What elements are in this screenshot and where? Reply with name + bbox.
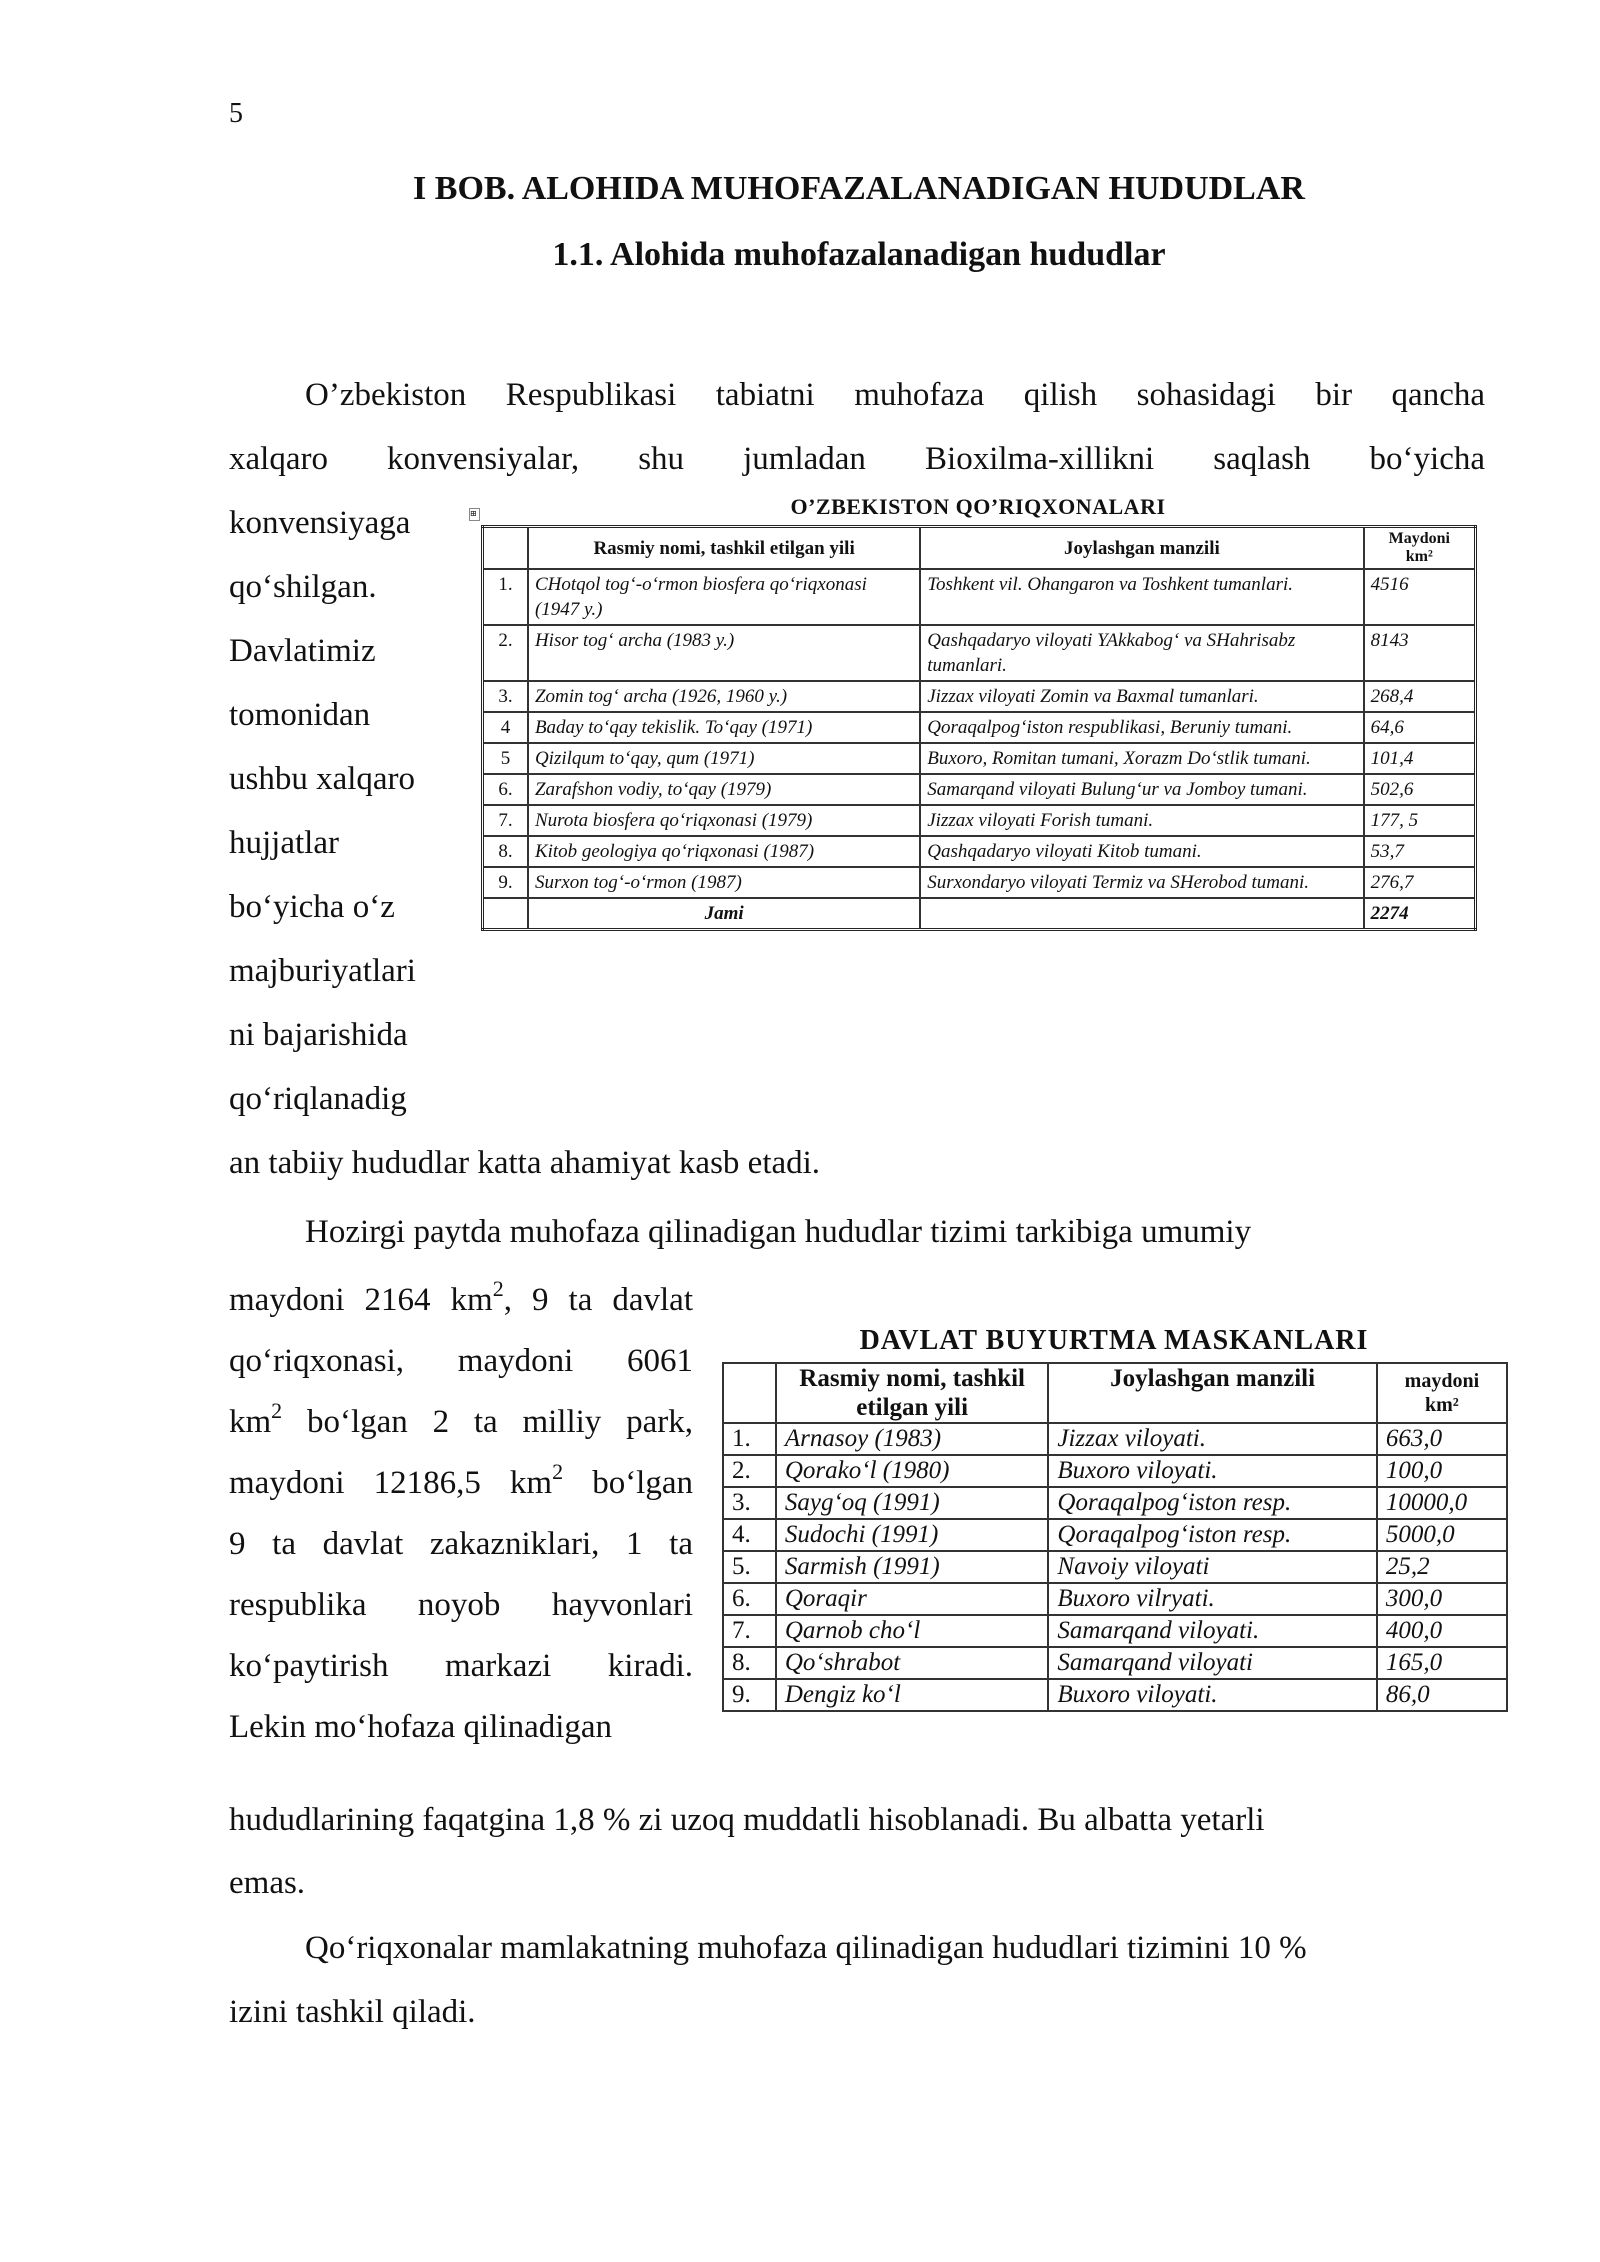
table1-header-location: Joylashgan manzili bbox=[920, 527, 1363, 570]
table1-cell-area: 8143 bbox=[1364, 625, 1476, 681]
para3-line1: Qo‘riqxonalar mamlakatning muhofaza qilinadigan hududlari tizimini 10 % bbox=[305, 1930, 1307, 1966]
para2-side-line: qo‘riqxonasi, maydoni 6061 bbox=[229, 1343, 693, 1379]
table1-cell-location: Jizzax viloyati Forish tumani. bbox=[920, 805, 1363, 836]
para1-side-line: bo‘yicha o‘z bbox=[229, 889, 395, 925]
table-row bbox=[483, 681, 1476, 712]
para2-line1: Hozirgi paytda muhofaza qilinadigan hududlar tizimi tarkibiga umumiy bbox=[305, 1214, 1252, 1250]
table2-cell-name: Sayg‘oq (1991) bbox=[776, 1487, 1049, 1519]
para2-side-line: maydoni 12186,5 $km^2$ bo‘lgan bbox=[229, 1459, 693, 1501]
table1-cell-n: 2. bbox=[483, 625, 528, 681]
table2-cell-location: Samarqand viloyati bbox=[1048, 1647, 1376, 1679]
table2-cell-name: Sudochi (1991) bbox=[776, 1519, 1049, 1551]
table-row bbox=[483, 774, 1476, 805]
table1-cell-location: Qoraqalpog‘iston respublikasi, Beruniy tumani. bbox=[920, 712, 1363, 743]
table1-total-empty bbox=[920, 898, 1363, 930]
table1-cell-name: Zomin tog‘ archa (1926, 1960 y.) bbox=[528, 681, 920, 712]
table2-header-area: maydoni km² bbox=[1377, 1363, 1507, 1423]
table1-cell-name: CHotqol tog‘-o‘rmon biosfera qo‘riqxonasi (1947 y.) bbox=[528, 569, 920, 625]
table1-cell-name: Baday to‘qay tekislik. To‘qay (1971) bbox=[528, 712, 920, 743]
table2-cell-area: 5000,0 bbox=[1377, 1519, 1507, 1551]
table2-cell-location: Buxoro vilryati. bbox=[1048, 1583, 1376, 1615]
table-row bbox=[723, 1615, 1507, 1647]
para2-line-last: emas. bbox=[229, 1865, 306, 1901]
table2-cell-location: Buxoro viloyati. bbox=[1048, 1679, 1376, 1711]
table2-cell-name: Qarnob cho‘l bbox=[776, 1615, 1049, 1647]
table1-cell-location: Buxoro, Romitan tumani, Xorazm Do‘stlik tumani. bbox=[920, 743, 1363, 774]
table2-cell-location: Samarqand viloyati. bbox=[1048, 1615, 1376, 1647]
table-row bbox=[723, 1455, 1507, 1487]
para2-side-text bbox=[229, 1270, 693, 1758]
table-row bbox=[723, 1551, 1507, 1583]
table1-cell-n: 7. bbox=[483, 805, 528, 836]
table1-cell-area: 502,6 bbox=[1364, 774, 1476, 805]
table-row bbox=[483, 836, 1476, 867]
table2-cell-location: Qoraqalpog‘iston resp. bbox=[1048, 1487, 1376, 1519]
table1 bbox=[481, 525, 1477, 931]
table-row bbox=[723, 1583, 1507, 1615]
table1-cell-name: Nurota biosfera qo‘riqxonasi (1979) bbox=[528, 805, 920, 836]
table1-cell-area: 101,4 bbox=[1364, 743, 1476, 774]
para1-side-line: qo‘riqlanadig bbox=[229, 1081, 407, 1117]
table2-cell-location: Buxoro viloyati. bbox=[1048, 1455, 1376, 1487]
table2-cell-name: Qo‘shrabot bbox=[776, 1647, 1049, 1679]
table1-cell-n: 5 bbox=[483, 743, 528, 774]
table1-cell-n: 8. bbox=[483, 836, 528, 867]
para2-side-line: Lekin mo‘hofaza qilinadigan bbox=[229, 1709, 613, 1745]
table2-cell-name: Dengiz ko‘l bbox=[776, 1679, 1049, 1711]
para1-side-line: konvensiyaga bbox=[229, 505, 411, 541]
para3-line2: izini tashkil qiladi. bbox=[229, 1994, 476, 2030]
table2-cell-n: 4. bbox=[723, 1519, 776, 1551]
para1-side-text bbox=[229, 491, 416, 1131]
table1-cell-area: 4516 bbox=[1364, 569, 1476, 625]
table-row bbox=[723, 1487, 1507, 1519]
table1-total-value: 2274 bbox=[1364, 898, 1476, 930]
table2-cell-area: 86,0 bbox=[1377, 1679, 1507, 1711]
table2-cell-area: 25,2 bbox=[1377, 1551, 1507, 1583]
table2-title: DAVLAT BUYURTMA MASKANLARI bbox=[859, 1325, 1369, 1356]
para1-side-line: Davlatimiz bbox=[229, 633, 376, 669]
table1-cell-location: Qashqadaryo viloyati Kitob tumani. bbox=[920, 836, 1363, 867]
table2-cell-location: Qoraqalpog‘iston resp. bbox=[1048, 1519, 1376, 1551]
para1-last-line: an tabiiy hududlar katta ahamiyat kasb etadi. bbox=[229, 1145, 821, 1181]
table1-cell-n: 6. bbox=[483, 774, 528, 805]
table-row bbox=[723, 1647, 1507, 1679]
table1-cell-n: 9. bbox=[483, 867, 528, 898]
table2-header-num bbox=[723, 1363, 776, 1423]
table1-header-area: Maydoni km² bbox=[1364, 527, 1476, 570]
para2-side-line: respublika noyob hayvonlari bbox=[229, 1587, 693, 1623]
table1-cell-location: Samarqand viloyati Bulung‘ur va Jomboy tumani. bbox=[920, 774, 1363, 805]
para1-side-line: qo‘shilgan. bbox=[229, 569, 377, 605]
para2-side-line: $km^2$ bo‘lgan 2 ta milliy park, bbox=[229, 1398, 693, 1440]
table1-cell-name: Kitob geologiya qo‘riqxonasi (1987) bbox=[528, 836, 920, 867]
table2-cell-n: 9. bbox=[723, 1679, 776, 1711]
table2-cell-n: 8. bbox=[723, 1647, 776, 1679]
table2-cell-area: 10000,0 bbox=[1377, 1487, 1507, 1519]
table1-cell-location: Qashqadaryo viloyati YAkkabog‘ va SHahrisabz tumanlari. bbox=[920, 625, 1363, 681]
table1-cell-name: Qizilqum to‘qay, qum (1971) bbox=[528, 743, 920, 774]
table1-cell-n: 3. bbox=[483, 681, 528, 712]
table1-cell-location: Surxondaryo viloyati Termiz va SHerobod tumani. bbox=[920, 867, 1363, 898]
chapter-title: I BOB. ALOHIDA MUHOFAZALANADIGAN HUDUDLAR bbox=[413, 170, 1305, 207]
table-row bbox=[723, 1679, 1507, 1711]
table2-cell-name: Qoraqir bbox=[776, 1583, 1049, 1615]
table-row bbox=[483, 712, 1476, 743]
table-row bbox=[483, 625, 1476, 681]
table1-cell-area: 276,7 bbox=[1364, 867, 1476, 898]
table1-cell-area: 268,4 bbox=[1364, 681, 1476, 712]
table1-title: O’ZBEKISTON QO’RIQXONALARI bbox=[790, 494, 1166, 519]
table-row bbox=[483, 805, 1476, 836]
para2-side-line: maydoni 2164 $km^2$, 9 ta davlat bbox=[229, 1276, 693, 1318]
table2-header-location: Joylashgan manzili bbox=[1048, 1363, 1376, 1423]
table2-cell-area: 300,0 bbox=[1377, 1583, 1507, 1615]
para1-side-line: ni bajarishida bbox=[229, 1017, 408, 1053]
table2-cell-name: Sarmish (1991) bbox=[776, 1551, 1049, 1583]
table1-cell-n: 1. bbox=[483, 569, 528, 625]
table1-total-label: Jami bbox=[528, 898, 920, 930]
para1-side-line: hujjatlar bbox=[229, 825, 339, 861]
para1-line1: O’zbekiston Respublikasi tabiatni muhofaza qilish sohasidagi bir qancha bbox=[305, 377, 1485, 413]
table-row bbox=[483, 743, 1476, 774]
table-row bbox=[483, 569, 1476, 625]
table2-cell-n: 2. bbox=[723, 1455, 776, 1487]
table1-cell-name: Surxon tog‘-o‘rmon (1987) bbox=[528, 867, 920, 898]
table2 bbox=[722, 1362, 1508, 1712]
table1-cell-n: 4 bbox=[483, 712, 528, 743]
table1-cell-name: Hisor tog‘ archa (1983 y.) bbox=[528, 625, 920, 681]
table1-header-num bbox=[483, 527, 528, 570]
para2-line-after: hududlarining faqatgina 1,8 % zi uzoq muddatli hisoblanadi. Bu albatta yetarli bbox=[229, 1802, 1265, 1838]
table2-cell-name: Qorako‘l (1980) bbox=[776, 1455, 1049, 1487]
table2-cell-area: 400,0 bbox=[1377, 1615, 1507, 1647]
table2-cell-n: 3. bbox=[723, 1487, 776, 1519]
table2-cell-area: 663,0 bbox=[1377, 1423, 1507, 1455]
table2-cell-n: 7. bbox=[723, 1615, 776, 1647]
table1-cell-location: Toshkent vil. Ohangaron va Toshkent tumanlari. bbox=[920, 569, 1363, 625]
table2-header-name: Rasmiy nomi, tashkil etilgan yili bbox=[776, 1363, 1049, 1423]
para1-side-line: tomonidan bbox=[229, 697, 371, 733]
para2-side-line: 9 ta davlat zakazniklari, 1 ta bbox=[229, 1526, 693, 1562]
table1-cell-area: 64,6 bbox=[1364, 712, 1476, 743]
table1-cell-area: 177, 5 bbox=[1364, 805, 1476, 836]
section-title: 1.1. Alohida muhofazalanadigan hududlar bbox=[552, 236, 1166, 273]
table1-cell-name: Zarafshon vodiy, to‘qay (1979) bbox=[528, 774, 920, 805]
table1-cell-area: 53,7 bbox=[1364, 836, 1476, 867]
table1-total-num bbox=[483, 898, 528, 930]
table2-cell-location: Navoiy viloyati bbox=[1048, 1551, 1376, 1583]
table1-cell-location: Jizzax viloyati Zomin va Baxmal tumanlari. bbox=[920, 681, 1363, 712]
table2-cell-location: Jizzax viloyati. bbox=[1048, 1423, 1376, 1455]
table2-cell-n: 5. bbox=[723, 1551, 776, 1583]
para2-side-line: ko‘paytirish markazi kiradi. bbox=[229, 1648, 693, 1684]
table2-cell-area: 165,0 bbox=[1377, 1647, 1507, 1679]
table1-header-name: Rasmiy nomi, tashkil etilgan yili bbox=[528, 527, 920, 570]
table-anchor-icon: ⊞ bbox=[469, 508, 480, 521]
table-row bbox=[483, 867, 1476, 898]
table-row bbox=[723, 1423, 1507, 1455]
para1-side-line: majburiyatlari bbox=[229, 953, 416, 989]
table-row bbox=[723, 1519, 1507, 1551]
table2-cell-n: 1. bbox=[723, 1423, 776, 1455]
table2-cell-area: 100,0 bbox=[1377, 1455, 1507, 1487]
para1-side-line: ushbu xalqaro bbox=[229, 761, 416, 797]
table2-cell-n: 6. bbox=[723, 1583, 776, 1615]
page-number: 5 bbox=[229, 98, 243, 129]
para1-line2: xalqaro konvensiyalar, shu jumladan Bioxilma-xillikni saqlash bo‘yicha bbox=[229, 441, 1485, 477]
table2-cell-name: Arnasoy (1983) bbox=[776, 1423, 1049, 1455]
